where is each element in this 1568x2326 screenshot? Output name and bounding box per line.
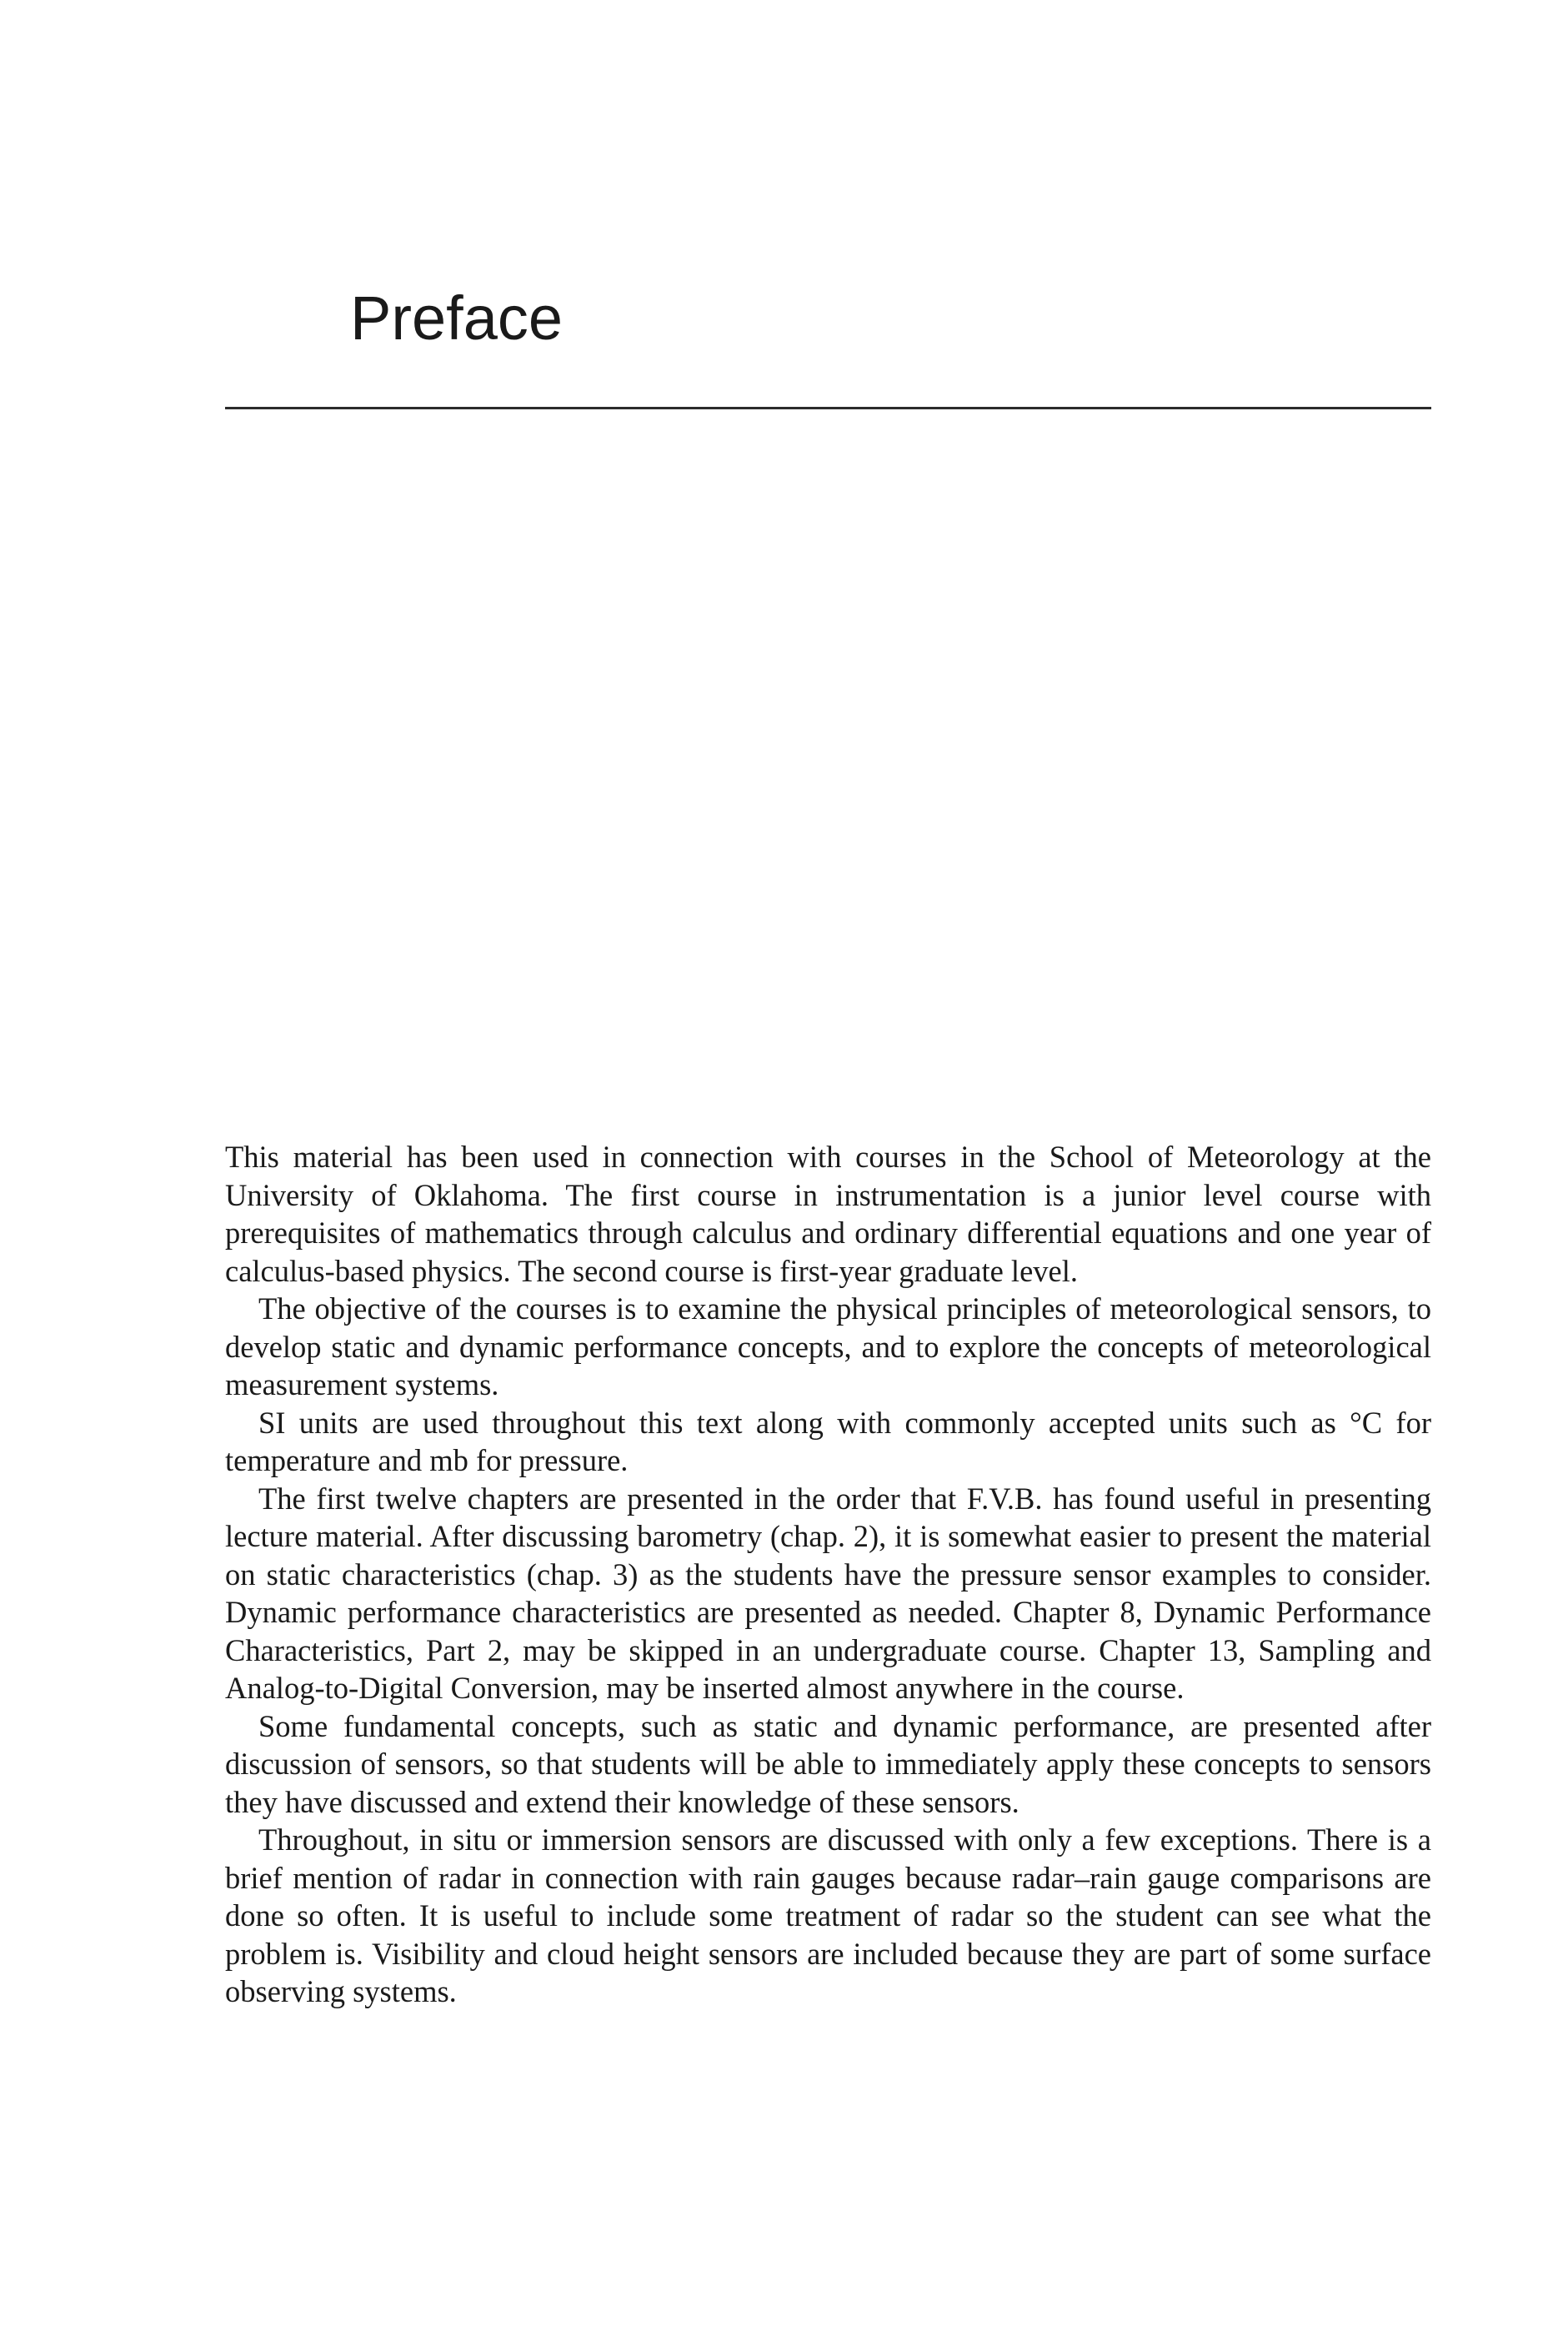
paragraph: Some fundamental concepts, such as static and dynamic performance, are presented after discussion of sensors, so that students will be able to immediately apply these concepts to sensors they have discussed and extend their knowledge of these sensors. bbox=[225, 1708, 1431, 1819]
page-title: Preface bbox=[350, 283, 564, 353]
paragraph: Throughout, in situ or immersion sensors are discussed with only a few exceptions. There is a brief mention of radar in connection with rain gauges because radar–rain gauge comparisons are done so often. It is useful to include some treatment of radar so the student can see what the problem is. Visibility and cloud height sensors are included because they are part of some surface observing systems. bbox=[225, 1822, 1431, 2008]
paragraph: This material has been used in connection with courses in the School of Meteorology at the University of Oklahoma. The first course in instrumentation is a junior level course with prerequisites of mathematics through calculus and ordinary differential equations and one year of calculus-based physics. The second course is first-year graduate level. bbox=[225, 1140, 1431, 1288]
paragraph: The first twelve chapters are presented in the order that F.V.B. has found useful in presenting lecture material. After discussing barometry (chap. 2), it is somewhat easier to present the material on static characteristics (chap. 3) as the students have the pressure sensor examples to consider. Dynamic performance characteristics are presented as needed. Chapter 8, Dynamic Performance Characteristics, Part 2, may be skipped in an undergraduate course. Chapter 13, Sampling and Analog-to-Digital Conversion, may be inserted almost anywhere in the course. bbox=[225, 1481, 1431, 1705]
paragraph: The objective of the courses is to examine the physical principles of meteorological sensors, to develop static and dynamic performance concepts, and to explore the concepts of meteorological measurement systems. bbox=[225, 1291, 1431, 1401]
title-divider bbox=[225, 407, 1431, 409]
paragraph: SI units are used throughout this text along with commonly accepted units such as °C for temperature and mb for pressure. bbox=[225, 1405, 1431, 1477]
body-text bbox=[225, 1138, 1431, 2011]
